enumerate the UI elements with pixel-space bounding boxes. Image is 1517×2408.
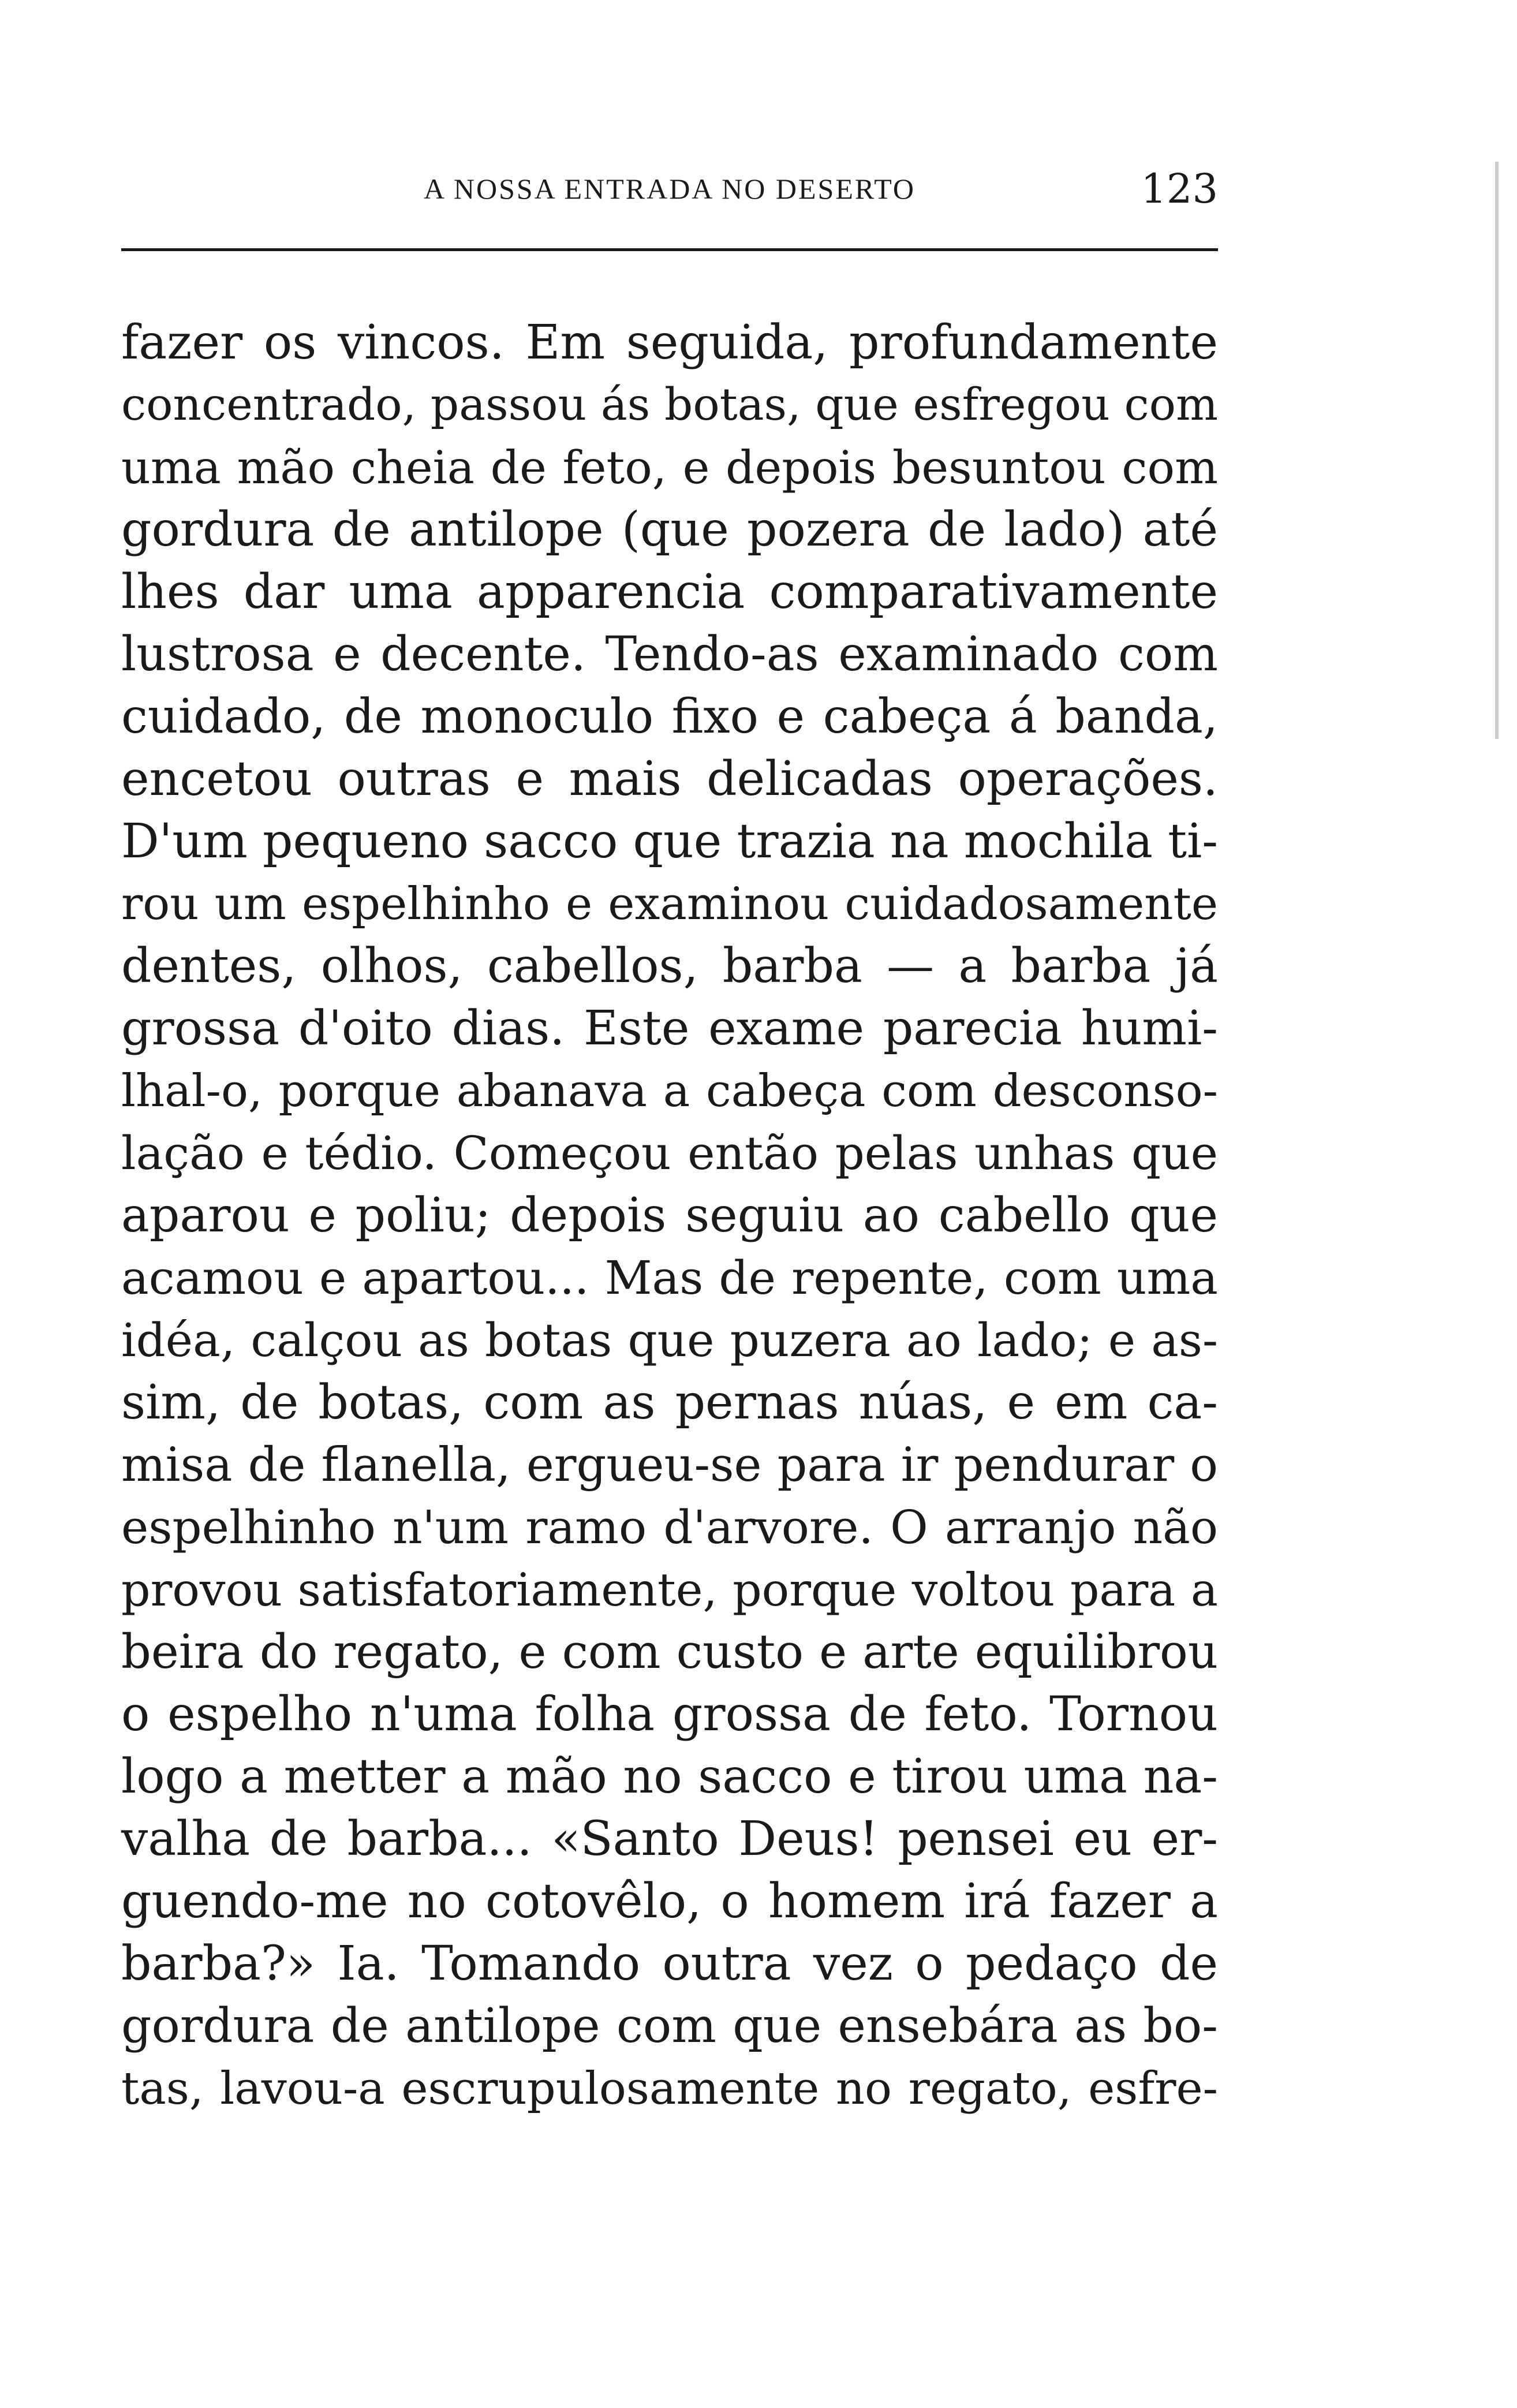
text-line: guendo-me no cotovêlo, o homem irá fazer a (121, 1874, 1218, 1929)
text-line: fazer os vincos. Em seguida, profundamente (121, 315, 1218, 370)
text-line: idéa, calçou as botas que puzera ao lado; e as- (121, 1313, 1218, 1367)
text-line: barba?» Ia. Tomando outra vez o pedaço de (121, 1936, 1218, 1991)
text-line: aparou e poliu; depois seguiu ao cabello que (121, 1188, 1218, 1243)
text-line: sim, de botas, com as pernas núas, e em ca- (121, 1375, 1218, 1430)
header-rule (121, 248, 1218, 251)
text-line: lhal-o, porque abanava a cabeça com desconso- (121, 1065, 1218, 1117)
text-line: valha de barba... «Santo Deus! pensei eu er- (121, 1812, 1218, 1866)
text-line: espelhinho n'um ramo d'arvore. O arranjo não (121, 1500, 1218, 1554)
text-line: dentes, olhos, cabellos, barba — a barba já (121, 939, 1218, 994)
text-line: logo a metter a mão no sacco e tirou uma na- (121, 1749, 1218, 1804)
text-line: rou um espelhinho e examinou cuidadosamente (121, 878, 1218, 930)
text-line: acamou e apartou... Mas de repente, com uma (121, 1251, 1218, 1305)
text-line: provou satisfatoriamente, porque voltou para a (121, 1563, 1218, 1616)
text-line: lustrosa e decente. Tendo-as examinado com (121, 627, 1218, 682)
running-title: A NOSSA ENTRADA NO DESERTO (424, 173, 916, 205)
text-line: misa de flanella, ergueu-se para ir pendurar o (121, 1438, 1218, 1492)
text-line: tas, lavou-a escrupulosamente no regato, esfre- (121, 2063, 1218, 2115)
text-line: lhes dar uma apparencia comparativamente (121, 565, 1218, 619)
text-line: gordura de antilope com que ensebára as bo- (121, 1999, 1218, 2054)
text-line: lação e tédio. Começou então pelas unhas que (121, 1126, 1218, 1180)
text-line: beira do regato, e com custo e arte equilibrou (121, 1625, 1218, 1679)
text-line: concentrado, passou ás botas, que esfregou com (121, 379, 1218, 431)
text-line: o espelho n'uma folha grossa de feto. Tornou (121, 1687, 1218, 1742)
text-line: cuidado, de monoculo fixo e cabeça á banda, (121, 689, 1218, 744)
page-number: 123 (1141, 165, 1218, 212)
text-line: encetou outras e mais delicadas operações. (121, 752, 1218, 807)
text-line: uma mão cheia de feto, e depois besuntou com (121, 441, 1218, 494)
running-head (121, 163, 1218, 215)
page-edge-shadow (1495, 162, 1499, 739)
text-line: gordura de antilope (que pozera de lado) até (121, 502, 1218, 557)
body-text (121, 312, 1218, 2120)
text-line: D'um pequeno sacco que trazia na mochila ti- (121, 814, 1218, 869)
text-line: grossa d'oito dias. Este exame parecia humi- (121, 1001, 1218, 1056)
